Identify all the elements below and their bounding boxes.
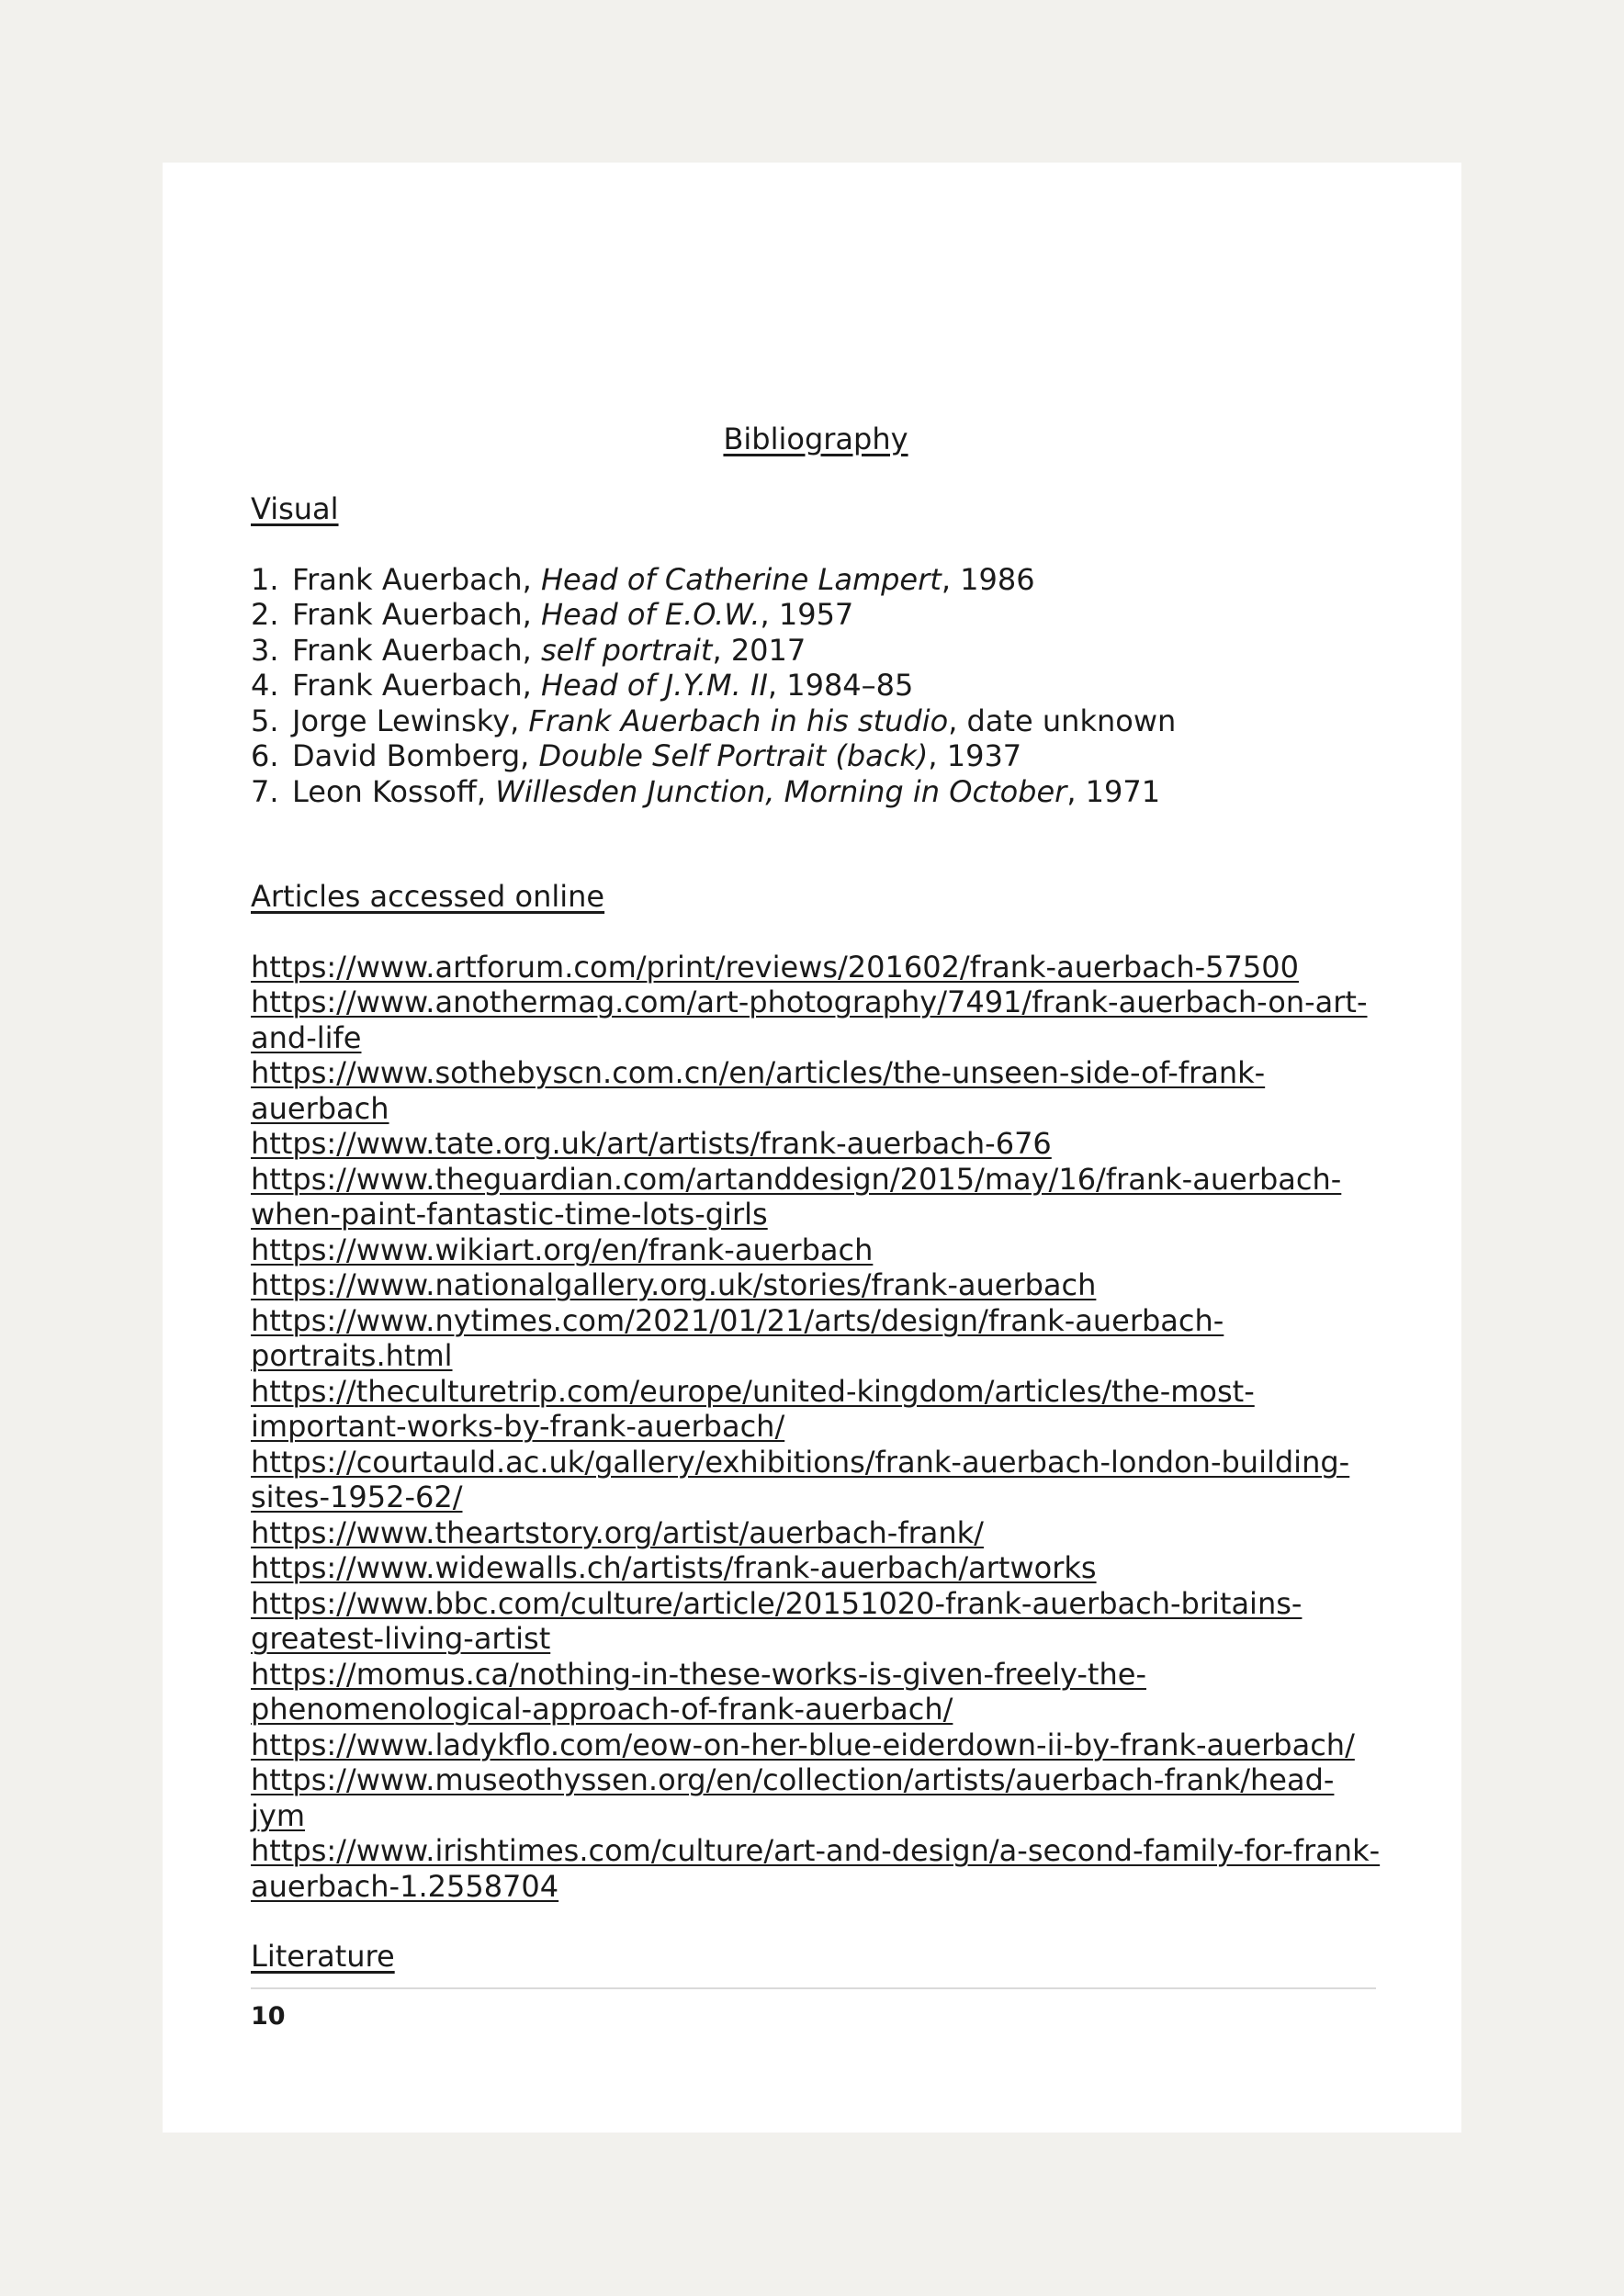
artwork-title: Willesden Junction, Morning in October [495, 773, 1067, 809]
section-heading-literature: Literature [251, 1939, 395, 1974]
article-link[interactable]: https://www.widewalls.ch/artists/frank-auerbach/artworks [251, 1550, 1097, 1585]
article-link[interactable]: https://www.artforum.com/print/reviews/201602/frank-auerbach-57500 [251, 949, 1299, 985]
artist-name: Leon Kossoff, [292, 773, 496, 809]
article-link[interactable]: https://www.theguardian.com/artanddesign/2015/may/16/frank-auerbach-when-paint-fantastic-time-lots-girls [251, 1161, 1342, 1232]
artwork-date: , 1937 [928, 738, 1022, 773]
list-number: 5. [251, 703, 279, 738]
artist-name: Frank Auerbach, [292, 668, 541, 703]
visual-list-item [251, 597, 1381, 633]
article-links-list [251, 950, 1381, 1905]
artwork-title: Head of Catherine Lampert [540, 561, 942, 597]
artwork-title: Head of E.O.W. [540, 597, 761, 632]
visual-list-item [251, 633, 1381, 669]
visual-list-item [251, 703, 1381, 739]
artwork-date: , 1986 [941, 561, 1035, 597]
artist-name: Frank Auerbach, [292, 561, 541, 597]
artwork-title: Double Self Portrait (back) [538, 738, 929, 773]
artwork-date: , 1984–85 [767, 668, 914, 703]
article-link[interactable]: https://www.ladykflo.com/eow-on-her-blue-eiderdown-ii-by-frank-auerbach/ [251, 1727, 1355, 1762]
article-link[interactable]: https://www.nytimes.com/2021/01/21/arts/design/frank-auerbach-portraits.html [251, 1302, 1224, 1373]
list-number: 7. [251, 773, 279, 809]
article-link[interactable]: https://www.bbc.com/culture/article/20151020-frank-auerbach-britains-greatest-living-artist [251, 1585, 1303, 1656]
article-link[interactable]: https://www.museothyssen.org/en/collection/artists/auerbach-frank/head-jym [251, 1762, 1335, 1833]
artwork-title: self portrait [540, 632, 713, 668]
artist-name: Frank Auerbach, [292, 597, 541, 632]
list-number: 1. [251, 561, 279, 597]
list-number: 3. [251, 632, 279, 668]
artist-name: Jorge Lewinsky, [292, 703, 529, 738]
artwork-date: , date unknown [948, 703, 1177, 738]
article-link[interactable]: https://www.nationalgallery.org.uk/stories/frank-auerbach [251, 1267, 1097, 1302]
article-link[interactable]: https://www.anothermag.com/art-photography/7491/frank-auerbach-on-art-and-life [251, 985, 1368, 1055]
article-link[interactable]: https://momus.ca/nothing-in-these-works-is-given-freely-the-phenomenological-approach-of-frank-auerbach/ [251, 1656, 1146, 1727]
section-heading-articles: Articles accessed online [251, 879, 605, 914]
visual-list-item [251, 738, 1381, 774]
artist-name: David Bomberg, [292, 738, 539, 773]
page-title: Bibliography [723, 422, 908, 456]
page-content [251, 422, 1381, 1975]
visual-list-item [251, 774, 1381, 810]
visual-sources-list [251, 562, 1381, 810]
document-page [163, 163, 1461, 2133]
artwork-date: , 1957 [760, 597, 854, 632]
visual-list-item [251, 668, 1381, 703]
artwork-title: Head of J.Y.M. II [540, 668, 768, 703]
section-heading-visual: Visual [251, 491, 339, 526]
page-number: 10 [251, 2002, 286, 2031]
footer-divider [251, 1987, 1376, 1989]
artwork-date: , 2017 [712, 632, 806, 668]
artwork-title: Frank Auerbach in his studio [528, 703, 949, 738]
artwork-date: , 1971 [1066, 773, 1161, 809]
list-number: 4. [251, 668, 279, 703]
article-link[interactable]: https://www.irishtimes.com/culture/art-and-design/a-second-family-for-frank-auerbach-1.2558704 [251, 1833, 1381, 1904]
list-number: 2. [251, 597, 279, 632]
article-link[interactable]: https://www.sothebyscn.com.cn/en/articles/the-unseen-side-of-frank-auerbach [251, 1055, 1266, 1126]
article-link[interactable]: https://www.tate.org.uk/art/artists/frank-auerbach-676 [251, 1126, 1052, 1161]
article-link[interactable]: https://theculturetrip.com/europe/united-kingdom/articles/the-most-important-works-by-frank-auerbach/ [251, 1373, 1255, 1444]
list-number: 6. [251, 738, 279, 773]
article-link[interactable]: https://www.theartstory.org/artist/auerbach-frank/ [251, 1514, 984, 1550]
article-link[interactable]: https://courtauld.ac.uk/gallery/exhibitions/frank-auerbach-london-building-sites-1952-62/ [251, 1444, 1350, 1514]
artist-name: Frank Auerbach, [292, 632, 541, 668]
visual-list-item [251, 562, 1381, 598]
article-link[interactable]: https://www.wikiart.org/en/frank-auerbach [251, 1232, 874, 1267]
